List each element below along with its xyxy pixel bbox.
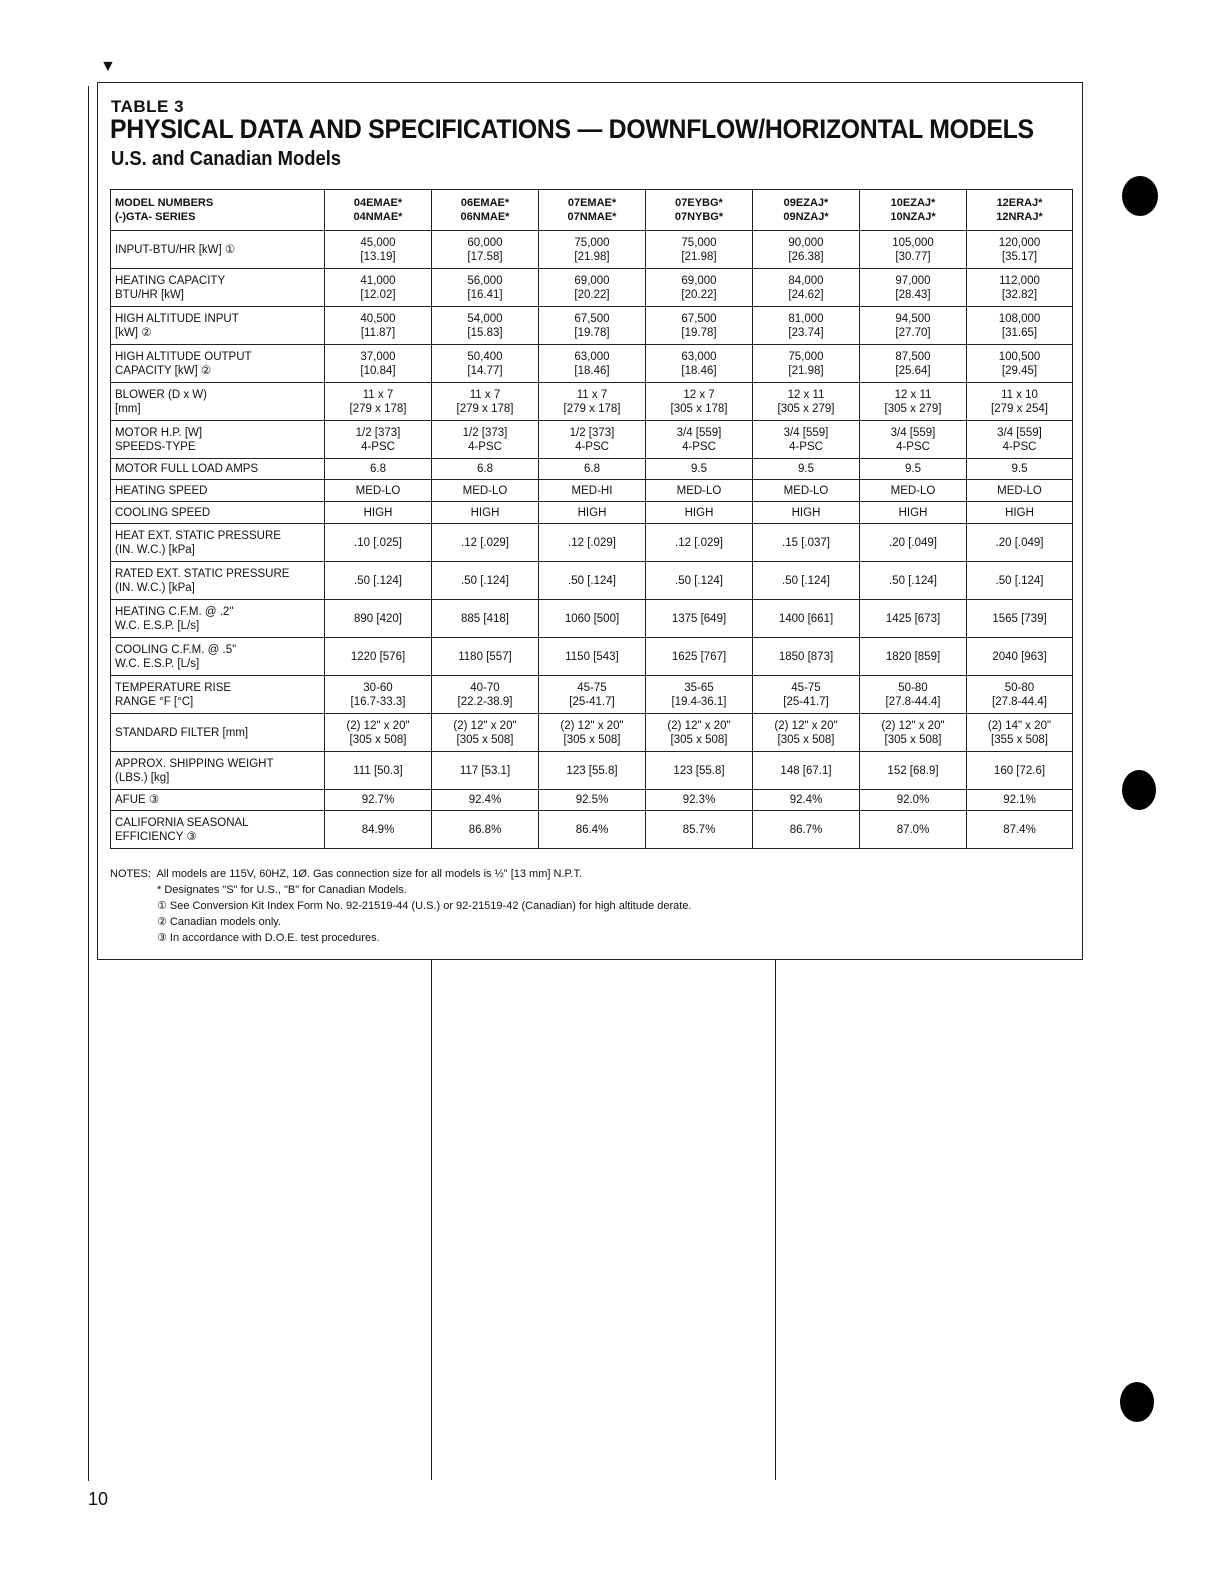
table-cell: 45-75 [25-41.7] bbox=[539, 676, 646, 714]
model-header: 12ERAJ* 12NRAJ* bbox=[967, 190, 1073, 231]
binder-hole-mark bbox=[1120, 1382, 1154, 1422]
table-cell: 117 [53.1] bbox=[432, 752, 539, 790]
table-cell: 92.0% bbox=[860, 790, 967, 811]
table-cell: 37,000 [10.84] bbox=[325, 345, 432, 383]
table-cell: 84,000 [24.62] bbox=[753, 269, 860, 307]
table-cell: 1/2 [373] 4-PSC bbox=[325, 421, 432, 459]
table-row bbox=[111, 459, 1073, 480]
table-cell: HIGH bbox=[646, 502, 753, 524]
table-cell: 90,000 [26.38] bbox=[753, 231, 860, 269]
table-cell: 56,000 [16.41] bbox=[432, 269, 539, 307]
table-row bbox=[111, 421, 1073, 459]
table-cell: (2) 12" x 20" [305 x 508] bbox=[860, 714, 967, 752]
table-cell: 1150 [543] bbox=[539, 638, 646, 676]
model-header: 06EMAE* 06NMAE* bbox=[432, 190, 539, 231]
parameter-label: CALIFORNIA SEASONAL EFFICIENCY ③ bbox=[111, 811, 325, 849]
table-cell: 86.8% bbox=[432, 811, 539, 849]
table-cell: 11 x 7 [279 x 178] bbox=[325, 383, 432, 421]
page-number: 10 bbox=[88, 1489, 109, 1509]
table-cell: 111 [50.3] bbox=[325, 752, 432, 790]
table-cell: 12 x 11 [305 x 279] bbox=[860, 383, 967, 421]
table-cell: .50 [.124] bbox=[325, 562, 432, 600]
table-row bbox=[111, 502, 1073, 524]
table-cell: 1/2 [373] 4-PSC bbox=[432, 421, 539, 459]
table-cell: .50 [.124] bbox=[432, 562, 539, 600]
table-cell: MED-LO bbox=[646, 480, 753, 502]
table-cell: .12 [.029] bbox=[432, 524, 539, 562]
model-header: 04EMAE* 04NMAE* bbox=[325, 190, 432, 231]
table-cell: 123 [55.8] bbox=[539, 752, 646, 790]
parameter-label: APPROX. SHIPPING WEIGHT (LBS.) [kg] bbox=[111, 752, 325, 790]
table-cell: 81,000 [23.74] bbox=[753, 307, 860, 345]
note-line: ③ In accordance with D.O.E. test procedures. bbox=[157, 932, 380, 944]
note-line: ① See Conversion Kit Index Form No. 92-21519-44 (U.S.) or 92-21519-42 (Canadian) for high altitude derate. bbox=[157, 900, 692, 912]
table-subtitle: U.S. and Canadian Models bbox=[111, 148, 342, 170]
table-cell: 148 [67.1] bbox=[753, 752, 860, 790]
notes-block bbox=[110, 866, 691, 946]
table-cell: (2) 12" x 20" [305 x 508] bbox=[539, 714, 646, 752]
table-cell: 54,000 [15.83] bbox=[432, 307, 539, 345]
parameter-label: BLOWER (D x W) [mm] bbox=[111, 383, 325, 421]
note-line: ② Canadian models only. bbox=[157, 916, 282, 928]
parameter-label: HIGH ALTITUDE INPUT [kW] ② bbox=[111, 307, 325, 345]
table-cell: .12 [.029] bbox=[539, 524, 646, 562]
table-cell: 85.7% bbox=[646, 811, 753, 849]
table-cell: 87.0% bbox=[860, 811, 967, 849]
table-cell: MED-LO bbox=[325, 480, 432, 502]
table-cell: 12 x 11 [305 x 279] bbox=[753, 383, 860, 421]
table-cell: 9.5 bbox=[753, 459, 860, 480]
table-header-row bbox=[111, 190, 1073, 231]
table-cell: 60,000 [17.58] bbox=[432, 231, 539, 269]
table-cell: 1850 [873] bbox=[753, 638, 860, 676]
table-cell: 890 [420] bbox=[325, 600, 432, 638]
table-cell: 105,000 [30.77] bbox=[860, 231, 967, 269]
table-cell: 69,000 [20.22] bbox=[539, 269, 646, 307]
table-row bbox=[111, 811, 1073, 849]
table-cell: 92.7% bbox=[325, 790, 432, 811]
table-cell: 1400 [661] bbox=[753, 600, 860, 638]
table-cell: (2) 12" x 20" [305 x 508] bbox=[432, 714, 539, 752]
specifications-table bbox=[110, 189, 1073, 849]
table-cell: 11 x 7 [279 x 178] bbox=[432, 383, 539, 421]
table-cell: 9.5 bbox=[967, 459, 1073, 480]
table-cell: HIGH bbox=[860, 502, 967, 524]
parameter-label: HEAT EXT. STATIC PRESSURE (IN. W.C.) [kPa] bbox=[111, 524, 325, 562]
table-cell: 30-60 [16.7-33.3] bbox=[325, 676, 432, 714]
table-cell: .12 [.029] bbox=[646, 524, 753, 562]
table-cell: 3/4 [559] 4-PSC bbox=[753, 421, 860, 459]
table-cell: 50-80 [27.8-44.4] bbox=[967, 676, 1073, 714]
table-cell: 40-70 [22.2-38.9] bbox=[432, 676, 539, 714]
table-cell: 84.9% bbox=[325, 811, 432, 849]
table-cell: HIGH bbox=[432, 502, 539, 524]
notes-first-line bbox=[110, 866, 691, 882]
table-row bbox=[111, 638, 1073, 676]
parameter-label: AFUE ③ bbox=[111, 790, 325, 811]
page-marker: ▼ bbox=[100, 58, 116, 75]
table-cell: .20 [.049] bbox=[967, 524, 1073, 562]
table-cell: 1625 [767] bbox=[646, 638, 753, 676]
column-rule bbox=[775, 960, 776, 1480]
table-cell: 75,000 [21.98] bbox=[539, 231, 646, 269]
table-cell: 1/2 [373] 4-PSC bbox=[539, 421, 646, 459]
table-cell: HIGH bbox=[325, 502, 432, 524]
table-cell: 87.4% bbox=[967, 811, 1073, 849]
table-cell: 87,500 [25.64] bbox=[860, 345, 967, 383]
table-cell: 123 [55.8] bbox=[646, 752, 753, 790]
table-row bbox=[111, 480, 1073, 502]
table-cell: 6.8 bbox=[432, 459, 539, 480]
table-cell: 12 x 7 [305 x 178] bbox=[646, 383, 753, 421]
table-cell: (2) 12" x 20" [305 x 508] bbox=[753, 714, 860, 752]
parameter-label: INPUT-BTU/HR [kW] ① bbox=[111, 231, 325, 269]
column-rule bbox=[431, 960, 432, 1480]
table-title: PHYSICAL DATA AND SPECIFICATIONS — DOWNFLOW/HORIZONTAL MODELS bbox=[110, 114, 1034, 144]
parameter-label: HEATING SPEED bbox=[111, 480, 325, 502]
table-cell: 108,000 [31.65] bbox=[967, 307, 1073, 345]
table-cell: .20 [.049] bbox=[860, 524, 967, 562]
table-cell: 86.7% bbox=[753, 811, 860, 849]
table-cell: MED-HI bbox=[539, 480, 646, 502]
table-cell: 100,500 [29.45] bbox=[967, 345, 1073, 383]
table-cell: 1060 [500] bbox=[539, 600, 646, 638]
table-cell: HIGH bbox=[967, 502, 1073, 524]
table-number: TABLE 3 bbox=[111, 97, 185, 116]
table-cell: 2040 [963] bbox=[967, 638, 1073, 676]
table-cell: 50-80 [27.8-44.4] bbox=[860, 676, 967, 714]
table-cell: MED-LO bbox=[860, 480, 967, 502]
model-header: 07EYBG* 07NYBG* bbox=[646, 190, 753, 231]
table-cell: MED-LO bbox=[432, 480, 539, 502]
parameter-label: MOTOR FULL LOAD AMPS bbox=[111, 459, 325, 480]
table-cell: MED-LO bbox=[967, 480, 1073, 502]
table-cell: 160 [72.6] bbox=[967, 752, 1073, 790]
table-cell: .50 [.124] bbox=[646, 562, 753, 600]
table-cell: .10 [.025] bbox=[325, 524, 432, 562]
table-row bbox=[111, 600, 1073, 638]
table-cell: 9.5 bbox=[646, 459, 753, 480]
table-cell: 1425 [673] bbox=[860, 600, 967, 638]
table-cell: 50,400 [14.77] bbox=[432, 345, 539, 383]
table-cell: 6.8 bbox=[539, 459, 646, 480]
table-cell: 41,000 [12.02] bbox=[325, 269, 432, 307]
table-row bbox=[111, 676, 1073, 714]
table-cell: .50 [.124] bbox=[753, 562, 860, 600]
table-cell: 92.5% bbox=[539, 790, 646, 811]
table-row bbox=[111, 231, 1073, 269]
header-label: MODEL NUMBERS (-)GTA- SERIES bbox=[111, 190, 325, 231]
table-cell: 94,500 [27.70] bbox=[860, 307, 967, 345]
table-cell: 75,000 [21.98] bbox=[646, 231, 753, 269]
table-row bbox=[111, 524, 1073, 562]
table-cell: .50 [.124] bbox=[967, 562, 1073, 600]
notes-general: All models are 115V, 60HZ, 1Ø. Gas connection size for all models is ½" [13 mm] N.P.T. bbox=[156, 868, 583, 880]
table-cell: 11 x 7 [279 x 178] bbox=[539, 383, 646, 421]
table-row bbox=[111, 752, 1073, 790]
table-body bbox=[111, 231, 1073, 849]
table-cell: 97,000 [28.43] bbox=[860, 269, 967, 307]
table-cell: (2) 12" x 20" [305 x 508] bbox=[646, 714, 753, 752]
table-cell: 1820 [859] bbox=[860, 638, 967, 676]
note-line: * Designates "S" for U.S., "B" for Canadian Models. bbox=[157, 884, 407, 896]
table-cell: 120,000 [35.17] bbox=[967, 231, 1073, 269]
model-header: 09EZAJ* 09NZAJ* bbox=[753, 190, 860, 231]
table-cell: 92.4% bbox=[432, 790, 539, 811]
table-row bbox=[111, 269, 1073, 307]
parameter-label: HEATING C.F.M. @ .2" W.C. E.S.P. [L/s] bbox=[111, 600, 325, 638]
table-row bbox=[111, 790, 1073, 811]
table-cell: 1565 [739] bbox=[967, 600, 1073, 638]
parameter-label: STANDARD FILTER [mm] bbox=[111, 714, 325, 752]
table-cell: (2) 14" x 20" [355 x 508] bbox=[967, 714, 1073, 752]
table-cell: 9.5 bbox=[860, 459, 967, 480]
binder-hole-mark bbox=[1122, 176, 1158, 216]
table-cell: 86.4% bbox=[539, 811, 646, 849]
table-cell: 1220 [576] bbox=[325, 638, 432, 676]
table-cell: 6.8 bbox=[325, 459, 432, 480]
parameter-label: COOLING C.F.M. @ .5" W.C. E.S.P. [L/s] bbox=[111, 638, 325, 676]
table-cell: 152 [68.9] bbox=[860, 752, 967, 790]
table-cell: .50 [.124] bbox=[860, 562, 967, 600]
table-cell: 45-75 [25-41.7] bbox=[753, 676, 860, 714]
table-cell: 45,000 [13.19] bbox=[325, 231, 432, 269]
table-cell: 1180 [557] bbox=[432, 638, 539, 676]
table-row bbox=[111, 562, 1073, 600]
notes-lead: NOTES: bbox=[110, 868, 151, 880]
table-cell: 3/4 [559] 4-PSC bbox=[967, 421, 1073, 459]
table-cell: 75,000 [21.98] bbox=[753, 345, 860, 383]
parameter-label: MOTOR H.P. [W] SPEEDS-TYPE bbox=[111, 421, 325, 459]
table-cell: HIGH bbox=[753, 502, 860, 524]
table-cell: 67,500 [19.78] bbox=[539, 307, 646, 345]
table-cell: 11 x 10 [279 x 254] bbox=[967, 383, 1073, 421]
binder-hole-mark bbox=[1122, 770, 1156, 810]
parameter-label: RATED EXT. STATIC PRESSURE (IN. W.C.) [kPa] bbox=[111, 562, 325, 600]
parameter-label: HIGH ALTITUDE OUTPUT CAPACITY [kW] ② bbox=[111, 345, 325, 383]
table-cell: .50 [.124] bbox=[539, 562, 646, 600]
table-cell: 35-65 [19.4-36.1] bbox=[646, 676, 753, 714]
table-cell: 67,500 [19.78] bbox=[646, 307, 753, 345]
table-cell: 92.4% bbox=[753, 790, 860, 811]
table-row bbox=[111, 383, 1073, 421]
table-row bbox=[111, 345, 1073, 383]
table-cell: 63,000 [18.46] bbox=[646, 345, 753, 383]
table-row bbox=[111, 714, 1073, 752]
table-cell: 1375 [649] bbox=[646, 600, 753, 638]
table-row bbox=[111, 307, 1073, 345]
table-cell: 92.1% bbox=[967, 790, 1073, 811]
table-cell: 69,000 [20.22] bbox=[646, 269, 753, 307]
parameter-label: COOLING SPEED bbox=[111, 502, 325, 524]
table-cell: 63,000 [18.46] bbox=[539, 345, 646, 383]
table-cell: 40,500 [11.87] bbox=[325, 307, 432, 345]
table-cell: HIGH bbox=[539, 502, 646, 524]
table-cell: 92.3% bbox=[646, 790, 753, 811]
parameter-label: TEMPERATURE RISE RANGE °F [°C] bbox=[111, 676, 325, 714]
table-cell: 885 [418] bbox=[432, 600, 539, 638]
model-header: 07EMAE* 07NMAE* bbox=[539, 190, 646, 231]
table-cell: 3/4 [559] 4-PSC bbox=[860, 421, 967, 459]
parameter-label: HEATING CAPACITY BTU/HR [kW] bbox=[111, 269, 325, 307]
model-header: 10EZAJ* 10NZAJ* bbox=[860, 190, 967, 231]
table-cell: MED-LO bbox=[753, 480, 860, 502]
table-cell: 3/4 [559] 4-PSC bbox=[646, 421, 753, 459]
table-cell: .15 [.037] bbox=[753, 524, 860, 562]
table-cell: (2) 12" x 20" [305 x 508] bbox=[325, 714, 432, 752]
left-margin-rule bbox=[88, 86, 89, 1481]
table-cell: 112,000 [32.82] bbox=[967, 269, 1073, 307]
